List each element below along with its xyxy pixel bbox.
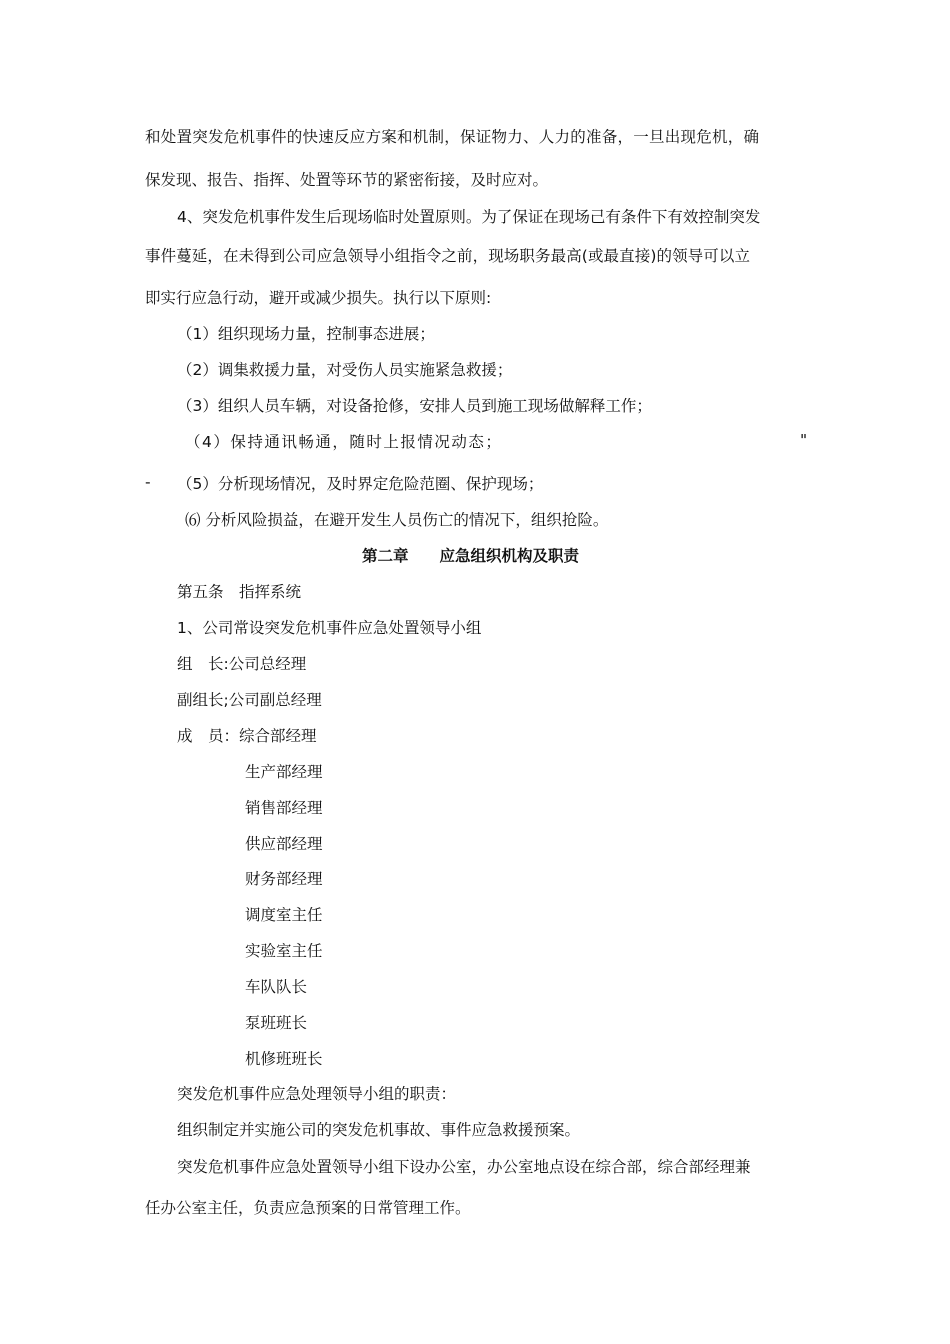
article5-title: 第五条 指挥系统 — [177, 583, 302, 601]
member-item: 实验室主任 — [245, 942, 323, 960]
principle4-line-2: 事件蔓延，在未得到公司应急领导小组指令之前，现场职务最高(或最直接)的领导可以立 — [145, 247, 751, 265]
duties-text: 组织制定并实施公司的突发危机事故、事件应急救援预案。 — [177, 1121, 581, 1139]
principle-item-4: （4）保持通讯畅通，随时上报情况动态； — [185, 433, 503, 451]
chapter-heading: 第二章 应急组织机构及职责 — [362, 547, 580, 565]
member-item: 调度室主任 — [245, 906, 323, 924]
office-line-1: 突发危机事件应急处置领导小组下设办公室，办公室地点设在综合部，综合部经理兼 — [177, 1158, 751, 1176]
member-item: 生产部经理 — [245, 763, 323, 781]
member-item: 机修班班长 — [245, 1050, 323, 1068]
intro-line-1: 和处置突发危机事件的快速反应方案和机制，保证物力、人力的准备，一旦出现危机，确 — [145, 128, 760, 146]
principle4-line-1: 4、突发危机事件发生后现场临时处置原则。为了保证在现场己有条件下有效控制突发 — [177, 208, 761, 226]
office-line-2: 任办公室主任，负责应急预案的日常管理工作。 — [145, 1199, 471, 1217]
principle-item-5: （5）分析现场情况，及时界定危险范圈、保护现场； — [177, 475, 544, 493]
member-item: 泵班班长 — [245, 1014, 308, 1032]
stray-dash-mark: - — [145, 473, 151, 491]
members-label-line: 成 员：综合部经理 — [177, 727, 317, 745]
intro-line-2: 保发现、报告、指挥、处置等环节的紧密衔接，及时应对。 — [145, 171, 549, 189]
duties-label: 突发危机事件应急处理领导小组的职责： — [177, 1085, 457, 1103]
member-item: 财务部经理 — [245, 870, 323, 888]
principle-item-1: （1）组织现场力量，控制事态进展； — [177, 325, 435, 343]
principle-item-3: （3）组织人员车辆，对设备抢修，安排人员到施工现场做解释工作； — [177, 397, 652, 415]
deputy-line: 副组长;公司副总经理 — [177, 691, 322, 709]
principle-item-2: （2）调集救援力量，对受伤人员实施紧急救援； — [177, 361, 513, 379]
member-item: 供应部经理 — [245, 835, 323, 853]
stray-quote-mark: " — [800, 431, 808, 449]
principle-item-6: ⑹ 分析风险损益，在避开发生人员伤亡的情况下，组织抢险。 — [185, 511, 609, 529]
leader-line: 组 长:公司总经理 — [177, 655, 307, 673]
principle4-line-3: 即实行应急行动，避开或减少损失。执行以下原则: — [145, 289, 492, 307]
article5-subtitle: 1、公司常设突发危机事件应急处置领导小组 — [177, 619, 482, 637]
member-item: 销售部经理 — [245, 799, 323, 817]
member-item: 车队队长 — [245, 978, 308, 996]
